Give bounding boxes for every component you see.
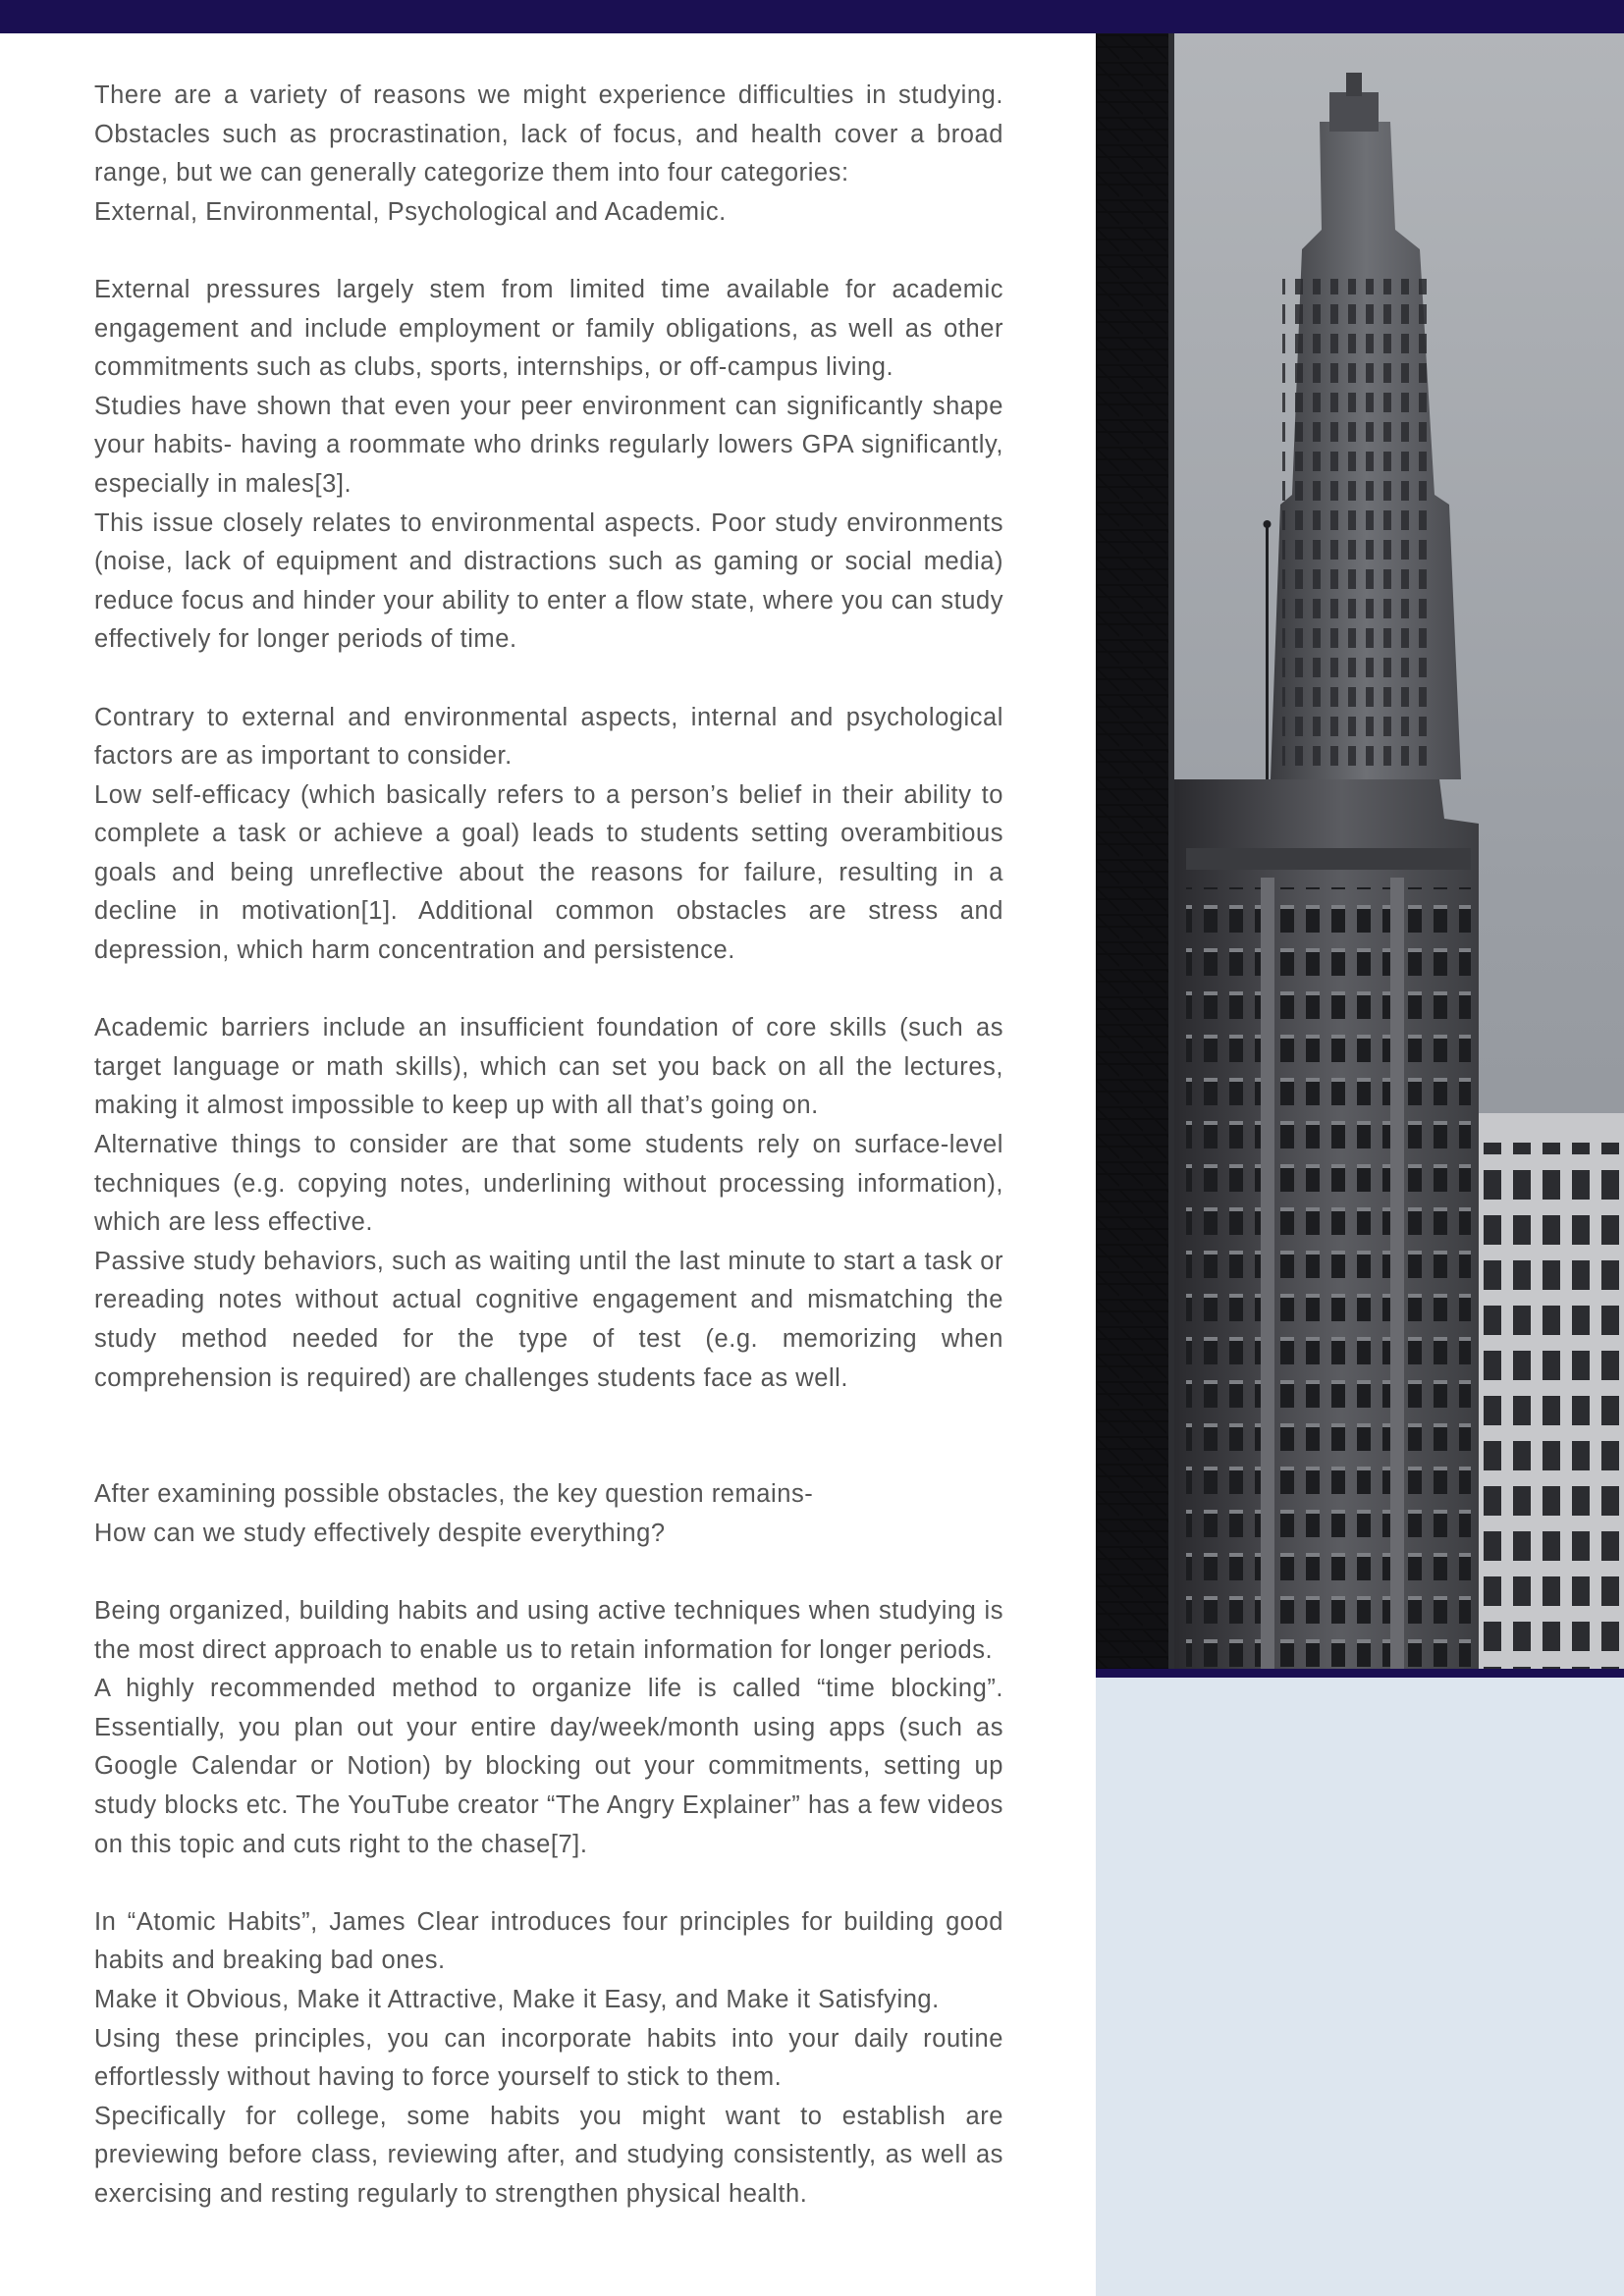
categories-line: External, Environmental, Psychological and Academic. [94, 197, 727, 226]
passive-behaviors-paragraph: Passive study behaviors, such as waiting until the last minute to start a task or rereading notes without actual cognitive engagement and mismatching the study method needed for the type of test (e.g. memorizing when comprehension is required) are challenges students face as well. [94, 1247, 1003, 1392]
article-body [94, 77, 1003, 2214]
time-blocking-paragraph: A highly recommended method to organize life is called “time blocking”. Essentially, you plan out your entire day/week/month using apps (such as Google Calendar or Notion) by blocking out your commitments, setting up study blocks etc. The YouTube creator “The Angry Explainer” has a few videos on this topic and cuts right to the chase[7]. [94, 1675, 1003, 1858]
surface-techniques-paragraph: Alternative things to consider are that some students rely on surface-level techniques (e.g. copying notes, underlining without processing information), which are less effective. [94, 1131, 1003, 1237]
photo-accent-line [1096, 1669, 1624, 1678]
skyscraper-photo [1096, 33, 1624, 1671]
principles-usage-paragraph: Using these principles, you can incorporate habits into your daily routine effortlessly without having to force yourself to stick to them. [94, 2024, 1003, 2092]
key-question-lead: After examining possible obstacles, the key question remains- [94, 1480, 814, 1509]
intro-paragraph: There are a variety of reasons we might experience difficulties in studying. Obstacles such as procrastination, lack of focus, and health cover a broad range, but we can generally categorize them into four categories: [94, 81, 1003, 187]
environmental-aspects-paragraph: This issue closely relates to environmental aspects. Poor study environments (noise, lack of equipment and distractions such as gaming or social media) reduce focus and hinder your ability to enter a flow state, where you can study effectively for longer periods of time. [94, 508, 1003, 654]
self-efficacy-paragraph: Low self-efficacy (which basically refers to a person’s belief in their ability to complete a task or achieve a goal) leads to students setting overambitious goals and being unreflective about the reasons for failure, resulting in a decline in motivation[1]. Additional common obstacles are stress and depression, which harm concentration and persistence. [94, 780, 1003, 965]
psychological-intro-paragraph: Contrary to external and environmental aspects, internal and psychological factors are as important to consider. [94, 703, 1003, 771]
key-question: How can we study effectively despite everything? [94, 1519, 666, 1547]
academic-barriers-paragraph: Academic barriers include an insufficient foundation of core skills (such as target language or math skills), which can set you back on all the lectures, making it almost impossible to keep up with all that’s going on. [94, 1014, 1003, 1120]
four-principles-line: Make it Obvious, Make it Attractive, Make it Easy, and Make it Satisfying. [94, 1985, 940, 2013]
peer-environment-paragraph: Studies have shown that even your peer environment can significantly shape your habits- having a roommate who drinks regularly lowers GPA significantly, especially in males[3]. [94, 392, 1003, 498]
organization-paragraph: Being organized, building habits and using active techniques when studying is the most direct approach to enable us to retain information for longer periods. [94, 1596, 1003, 1664]
atomic-habits-paragraph: In “Atomic Habits”, James Clear introduces four principles for building good habits and breaking bad ones. [94, 1907, 1003, 1975]
college-habits-paragraph: Specifically for college, some habits you might want to establish are previewing before class, reviewing after, and studying consistently, as well as exercising and resting regularly to strengthen physical health. [94, 2102, 1003, 2208]
header-accent-bar [0, 0, 1624, 33]
external-pressures-paragraph: External pressures largely stem from limited time available for academic engagement and include employment or family obligations, as well as other commitments such as clubs, sports, internships, or off-campus living. [94, 275, 1003, 382]
